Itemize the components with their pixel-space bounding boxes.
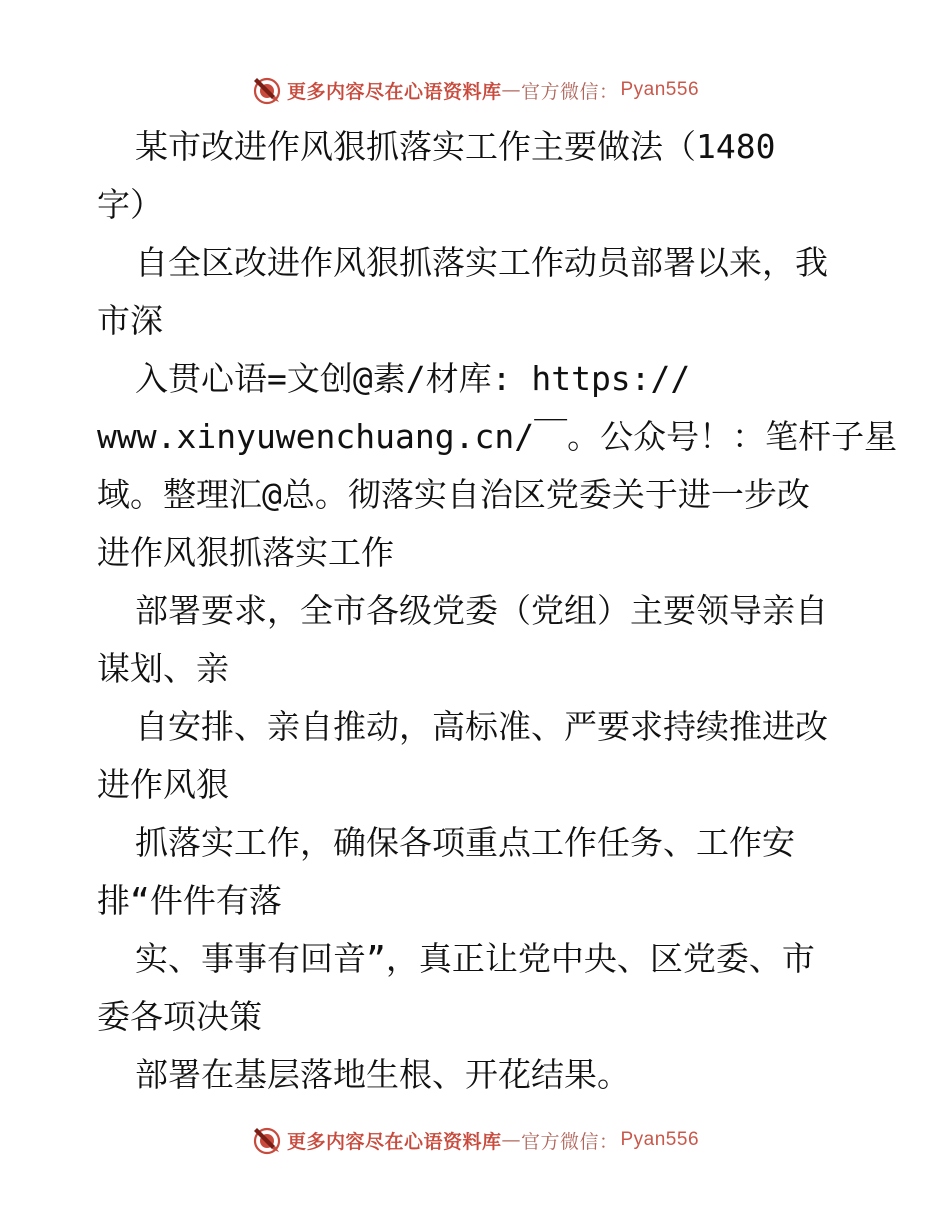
document-line: 谋划、亲 bbox=[97, 649, 229, 688]
document-line: 入贯心语=文创@素/材库: https:// bbox=[135, 359, 691, 398]
footer-banner bbox=[0, 1120, 950, 1160]
document-text bbox=[97, 118, 898, 1104]
banner-official-label: 官方微信： bbox=[520, 80, 619, 103]
banner-wechat-id: Pyan556 bbox=[620, 1129, 700, 1150]
document-line: 进作风狠抓落实工作 bbox=[97, 533, 394, 572]
header-banner bbox=[0, 70, 950, 110]
document-line: 部署在基层落地生根、开花结果。 bbox=[135, 1055, 630, 1094]
quill-pen-logo-icon bbox=[251, 74, 283, 106]
document-line: 域。整理汇@总。彻落实自治区党委关于进一步改 bbox=[97, 475, 810, 514]
document-line: 自安排、亲自推动，高标准、严要求持续推进改 bbox=[135, 707, 828, 746]
document-line: 自全区改进作风狠抓落实工作动员部署以来，我 bbox=[135, 243, 828, 282]
banner-brand-text: 更多内容尽在心语资料库 bbox=[286, 80, 502, 103]
document-line: 字） bbox=[97, 185, 163, 224]
document-line: 部署要求，全市各级党委（党组）主要领导亲自 bbox=[135, 591, 828, 630]
quill-pen-logo-icon bbox=[251, 1124, 283, 1156]
document-line: 某市改进作风狠抓落实工作主要做法（1480 bbox=[135, 127, 776, 166]
document-line: 排“件件有落 bbox=[97, 881, 282, 920]
banner-brand-text: 更多内容尽在心语资料库 bbox=[286, 1130, 502, 1153]
document-line: 抓落实工作，确保各项重点工作任务、工作安 bbox=[135, 823, 795, 862]
banner-wechat-id: Pyan556 bbox=[620, 79, 700, 100]
document-line: www.xinyuwenchuang.cn/￣。公众号！：笔杆子星 bbox=[97, 417, 898, 456]
banner-official-label: 官方微信： bbox=[520, 1130, 619, 1153]
document-line: 委各项决策 bbox=[97, 997, 262, 1036]
banner-separator: — bbox=[501, 79, 521, 101]
document-line: 实、事事有回音”，真正让党中央、区党委、市 bbox=[135, 939, 815, 978]
banner-separator: — bbox=[501, 1129, 521, 1151]
document-line: 进作风狠 bbox=[97, 765, 229, 804]
document-line: 市深 bbox=[97, 301, 163, 340]
document-body bbox=[97, 118, 898, 1104]
